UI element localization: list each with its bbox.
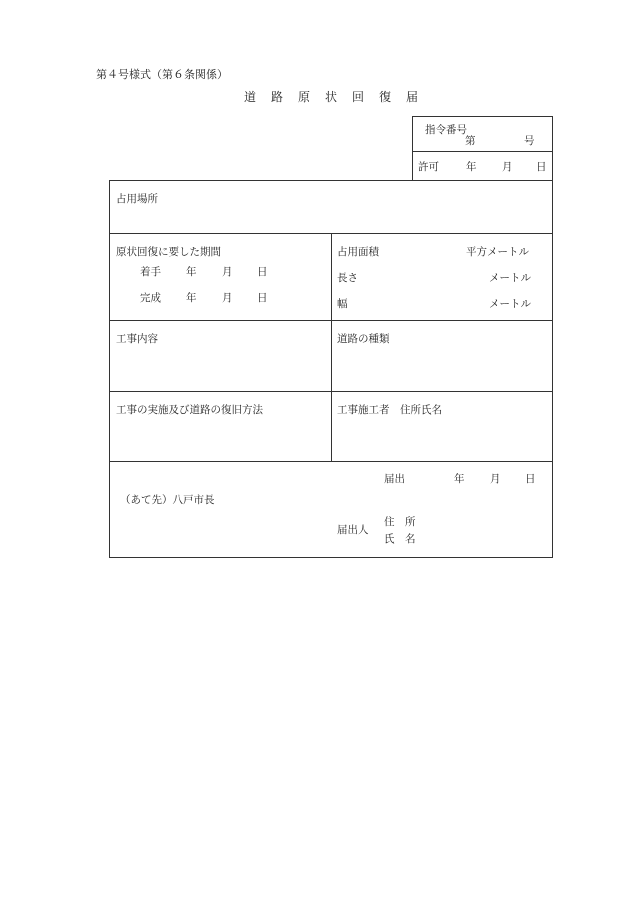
command-number-label: 指令番号 [425, 124, 467, 136]
title-char: 状 [325, 90, 338, 104]
complete-month-label: 月 [222, 292, 233, 304]
column-divider [331, 233, 332, 462]
filing-year-label: 年 [454, 473, 465, 485]
applicant-address-label: 住 所 [384, 516, 416, 528]
form-number-label: 第４号様式（第６条関係） [96, 68, 228, 81]
filing-month-label: 月 [490, 473, 501, 485]
applicant-label: 届出人 [337, 524, 369, 536]
complete-year-label: 年 [186, 292, 197, 304]
work-content-label: 工事内容 [116, 333, 158, 345]
length-label: 長さ [337, 272, 358, 284]
permission-year-label: 年 [466, 161, 477, 173]
title-char: 路 [271, 90, 284, 104]
title-char: 回 [352, 90, 365, 104]
start-label: 着手 [140, 266, 161, 278]
start-year-label: 年 [186, 266, 197, 278]
title-char: 道 [244, 90, 257, 104]
width-unit-label: メートル [489, 298, 531, 310]
filing-day-label: 日 [525, 473, 536, 485]
command-dai-label: 第 [465, 135, 476, 147]
filing-date-label: 届出 [384, 473, 405, 485]
occupancy-area-label: 占用面積 [337, 246, 379, 258]
permission-month-label: 月 [502, 161, 513, 173]
road-type-label: 道路の種類 [337, 333, 390, 345]
occupancy-location-label: 占用場所 [116, 193, 158, 205]
complete-day-label: 日 [257, 292, 268, 304]
addressee-label: （あて先）八戸市長 [120, 494, 215, 506]
title-char: 復 [379, 90, 392, 104]
title-char: 原 [298, 90, 311, 104]
permission-label: 許可 [418, 161, 439, 173]
start-day-label: 日 [257, 266, 268, 278]
complete-label: 完成 [140, 292, 161, 304]
command-box-divider [412, 151, 553, 152]
area-unit-label: 平方メートル [466, 246, 529, 258]
command-go-label: 号 [524, 135, 535, 147]
applicant-name-label: 氏 名 [384, 533, 416, 545]
title-char: 届 [406, 90, 419, 104]
restoration-period-label: 原状回復に要した期間 [116, 246, 221, 258]
length-unit-label: メートル [489, 272, 531, 284]
width-label: 幅 [337, 298, 348, 310]
restoration-method-label: 工事の実施及び道路の復旧方法 [116, 404, 263, 416]
start-month-label: 月 [222, 266, 233, 278]
permission-day-label: 日 [536, 161, 547, 173]
contractor-label: 工事施工者 住所氏名 [337, 404, 442, 416]
